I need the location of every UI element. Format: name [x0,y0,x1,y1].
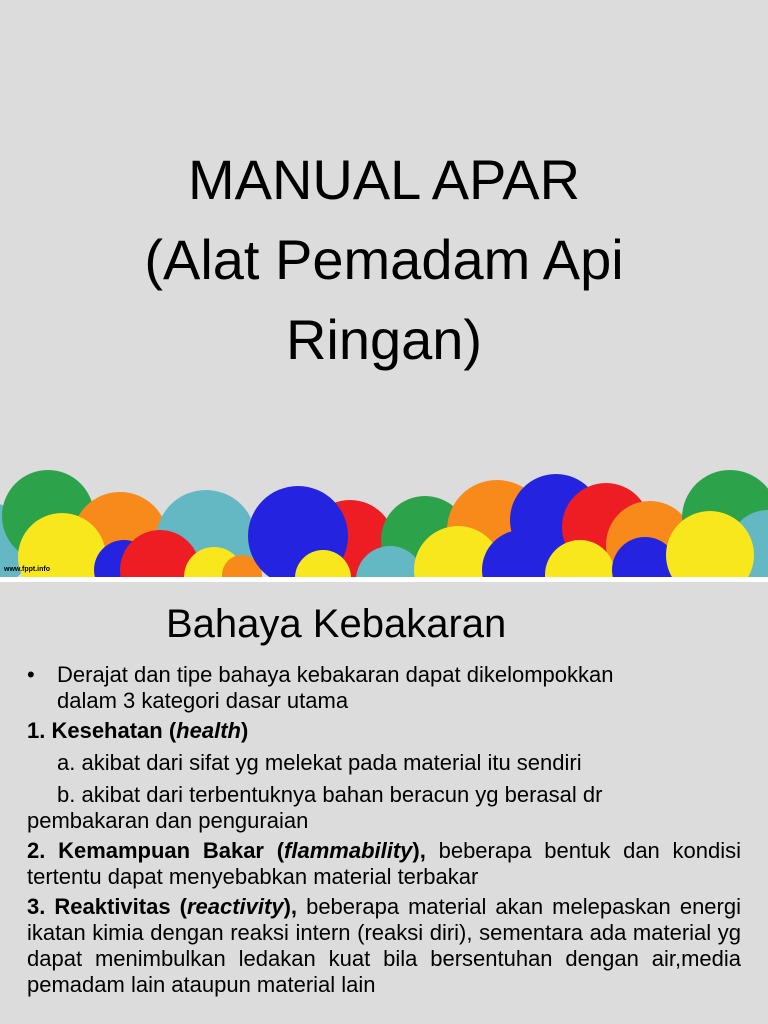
heading-suffix: ) [240,718,249,743]
bullet-text [57,662,614,714]
balloon-border [0,440,768,577]
heading-prefix: 3. Reaktivitas ( [27,894,187,919]
heading-term: health [176,718,241,743]
balloon-group [0,470,768,577]
heading-suffix: ), [283,894,298,919]
heading-term: reactivity [186,894,284,919]
title-line-1: MANUAL APAR [187,148,581,211]
bullet-item [27,662,741,714]
heading-suffix: ), [412,838,426,863]
heading-prefix: 1. Kesehatan ( [27,718,177,743]
slide-title [0,140,768,380]
item-b-line-1: b. akibat dari terbentuknya bahan beracun yg berasal dr [57,782,603,807]
heading-term: flammability [284,838,413,863]
reactivity-text: beberapa material akan melepaskan energi ikatan kimia dengan reaksi intern (reaksi diri), sementara ada material yg dapat menimbulkan ledakan kuat bila bersentuhan dengan air,media pemadam lain ataupun material lain [27,894,741,997]
bullet-dot: • [27,662,35,687]
flammability-text: beberapa bentuk dan kondisi tertentu dapat menyebabkan material terbakar [27,838,741,889]
heading-reactivity [27,894,741,998]
item-b-line-2: pembakaran dan penguraian [27,808,309,833]
watermark-text: www.fppt.info [4,566,51,573]
item-b [27,782,741,834]
heading-prefix: 2. Kemampuan Bakar ( [27,838,285,863]
bullet-line-1: Derajat dan tipe bahaya kebakaran dapat dikelompokkan [57,662,614,687]
heading-health [27,718,741,744]
bullet-line-2: dalam 3 kategori dasar utama [57,688,349,713]
slide-body [27,662,741,998]
slide-2 [0,582,768,1024]
item-a: a. akibat dari sifat yg melekat pada material itu sendiri [57,750,582,775]
heading-flammability [27,838,741,890]
title-line-3: Ringan) [285,308,483,371]
title-line-2: (Alat Pemadam Api [144,228,624,291]
slide-title: Bahaya Kebakaran [166,602,507,646]
